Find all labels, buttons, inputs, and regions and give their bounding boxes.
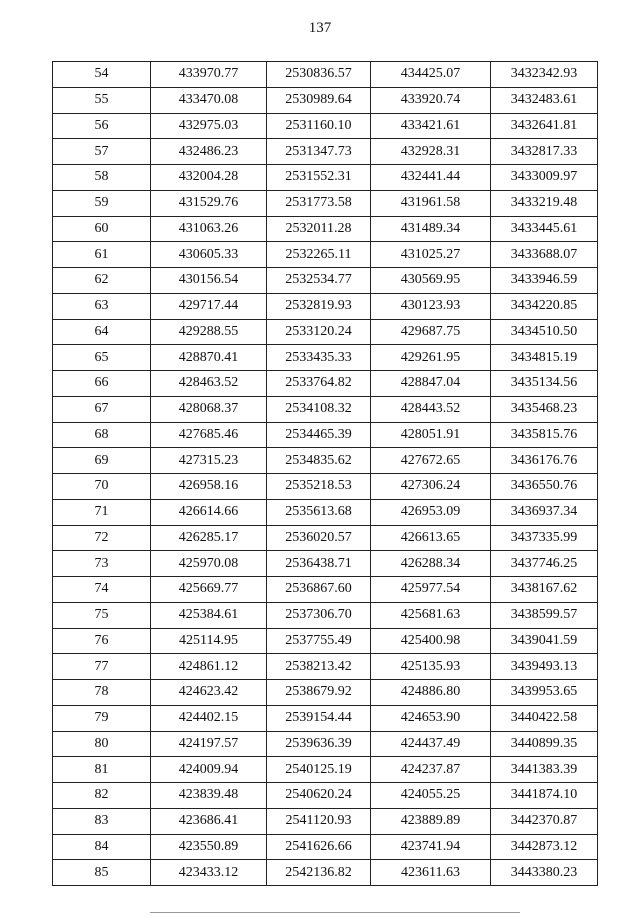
- point-number-cell: 84: [53, 834, 151, 860]
- y2-cell: 3434815.19: [491, 345, 598, 371]
- y1-cell: 2535218.53: [267, 474, 371, 500]
- y1-cell: 2542136.82: [267, 860, 371, 886]
- x1-cell: 425669.77: [151, 577, 267, 603]
- y1-cell: 2531552.31: [267, 165, 371, 191]
- x2-cell: 424437.49: [371, 731, 491, 757]
- x2-cell: 432441.44: [371, 165, 491, 191]
- x1-cell: 423686.41: [151, 808, 267, 834]
- y2-cell: 3436550.76: [491, 474, 598, 500]
- table-row: [53, 731, 598, 757]
- x2-cell: 429687.75: [371, 319, 491, 345]
- table-row: [53, 165, 598, 191]
- x1-cell: 433970.77: [151, 62, 267, 88]
- y2-cell: 3432342.93: [491, 62, 598, 88]
- y1-cell: 2536438.71: [267, 551, 371, 577]
- point-number-cell: 63: [53, 293, 151, 319]
- y2-cell: 3438599.57: [491, 602, 598, 628]
- x1-cell: 427315.23: [151, 448, 267, 474]
- table-row: [53, 345, 598, 371]
- y1-cell: 2532534.77: [267, 268, 371, 294]
- x1-cell: 432975.03: [151, 113, 267, 139]
- x1-cell: 423839.48: [151, 783, 267, 809]
- y2-cell: 3439493.13: [491, 654, 598, 680]
- y1-cell: 2540125.19: [267, 757, 371, 783]
- x1-cell: 432486.23: [151, 139, 267, 165]
- table-row: [53, 190, 598, 216]
- x2-cell: 428051.91: [371, 422, 491, 448]
- table-row: [53, 860, 598, 886]
- x2-cell: 426288.34: [371, 551, 491, 577]
- table-row: [53, 834, 598, 860]
- table-row: [53, 268, 598, 294]
- table-row: [53, 422, 598, 448]
- table-row: [53, 448, 598, 474]
- x2-cell: 424653.90: [371, 705, 491, 731]
- table-row: [53, 602, 598, 628]
- y1-cell: 2536867.60: [267, 577, 371, 603]
- y2-cell: 3439953.65: [491, 680, 598, 706]
- point-number-cell: 78: [53, 680, 151, 706]
- x2-cell: 427672.65: [371, 448, 491, 474]
- x2-cell: 432928.31: [371, 139, 491, 165]
- point-number-cell: 54: [53, 62, 151, 88]
- y1-cell: 2532819.93: [267, 293, 371, 319]
- table-row: [53, 319, 598, 345]
- x1-cell: 427685.46: [151, 422, 267, 448]
- x1-cell: 428463.52: [151, 371, 267, 397]
- x2-cell: 431489.34: [371, 216, 491, 242]
- y1-cell: 2531773.58: [267, 190, 371, 216]
- y1-cell: 2533435.33: [267, 345, 371, 371]
- x1-cell: 431063.26: [151, 216, 267, 242]
- y1-cell: 2537755.49: [267, 628, 371, 654]
- x1-cell: 423550.89: [151, 834, 267, 860]
- point-number-cell: 85: [53, 860, 151, 886]
- point-number-cell: 65: [53, 345, 151, 371]
- y2-cell: 3437746.25: [491, 551, 598, 577]
- y2-cell: 3432483.61: [491, 87, 598, 113]
- table-row: [53, 371, 598, 397]
- x2-cell: 426953.09: [371, 499, 491, 525]
- table-row: [53, 551, 598, 577]
- y2-cell: 3439041.59: [491, 628, 598, 654]
- y1-cell: 2541120.93: [267, 808, 371, 834]
- y2-cell: 3438167.62: [491, 577, 598, 603]
- x2-cell: 423741.94: [371, 834, 491, 860]
- y2-cell: 3437335.99: [491, 525, 598, 551]
- x1-cell: 429288.55: [151, 319, 267, 345]
- y1-cell: 2540620.24: [267, 783, 371, 809]
- table-row: [53, 705, 598, 731]
- x2-cell: 433920.74: [371, 87, 491, 113]
- y2-cell: 3443380.23: [491, 860, 598, 886]
- point-number-cell: 81: [53, 757, 151, 783]
- y2-cell: 3440422.58: [491, 705, 598, 731]
- table-row: [53, 293, 598, 319]
- y2-cell: 3442873.12: [491, 834, 598, 860]
- x1-cell: 426285.17: [151, 525, 267, 551]
- x2-cell: 424886.80: [371, 680, 491, 706]
- x1-cell: 424623.42: [151, 680, 267, 706]
- y2-cell: 3434220.85: [491, 293, 598, 319]
- y1-cell: 2530989.64: [267, 87, 371, 113]
- x1-cell: 433470.08: [151, 87, 267, 113]
- x2-cell: 428847.04: [371, 371, 491, 397]
- y2-cell: 3433445.61: [491, 216, 598, 242]
- y1-cell: 2534465.39: [267, 422, 371, 448]
- point-number-cell: 76: [53, 628, 151, 654]
- y2-cell: 3441874.10: [491, 783, 598, 809]
- y1-cell: 2536020.57: [267, 525, 371, 551]
- table-body: [53, 62, 598, 886]
- y1-cell: 2535613.68: [267, 499, 371, 525]
- table-row: [53, 808, 598, 834]
- x1-cell: 428870.41: [151, 345, 267, 371]
- x1-cell: 424009.94: [151, 757, 267, 783]
- y2-cell: 3433946.59: [491, 268, 598, 294]
- x1-cell: 425970.08: [151, 551, 267, 577]
- y2-cell: 3433219.48: [491, 190, 598, 216]
- x2-cell: 434425.07: [371, 62, 491, 88]
- x1-cell: 430605.33: [151, 242, 267, 268]
- x1-cell: 425384.61: [151, 602, 267, 628]
- x1-cell: 430156.54: [151, 268, 267, 294]
- table-row: [53, 113, 598, 139]
- x1-cell: 426958.16: [151, 474, 267, 500]
- y1-cell: 2538679.92: [267, 680, 371, 706]
- x2-cell: 433421.61: [371, 113, 491, 139]
- table-row: [53, 499, 598, 525]
- table-row: [53, 628, 598, 654]
- point-number-cell: 83: [53, 808, 151, 834]
- coordinate-table: [52, 61, 598, 886]
- y1-cell: 2531347.73: [267, 139, 371, 165]
- y2-cell: 3432817.33: [491, 139, 598, 165]
- y2-cell: 3435134.56: [491, 371, 598, 397]
- y1-cell: 2534108.32: [267, 396, 371, 422]
- y1-cell: 2541626.66: [267, 834, 371, 860]
- page-number: 137: [308, 20, 332, 36]
- point-number-cell: 56: [53, 113, 151, 139]
- x2-cell: 425400.98: [371, 628, 491, 654]
- x1-cell: 429717.44: [151, 293, 267, 319]
- y1-cell: 2537306.70: [267, 602, 371, 628]
- point-number-cell: 67: [53, 396, 151, 422]
- y2-cell: 3441383.39: [491, 757, 598, 783]
- x1-cell: 426614.66: [151, 499, 267, 525]
- x1-cell: 424197.57: [151, 731, 267, 757]
- y1-cell: 2530836.57: [267, 62, 371, 88]
- point-number-cell: 74: [53, 577, 151, 603]
- x1-cell: 423433.12: [151, 860, 267, 886]
- point-number-cell: 80: [53, 731, 151, 757]
- table-row: [53, 139, 598, 165]
- point-number-cell: 69: [53, 448, 151, 474]
- y1-cell: 2533764.82: [267, 371, 371, 397]
- x1-cell: 431529.76: [151, 190, 267, 216]
- y2-cell: 3433009.97: [491, 165, 598, 191]
- point-number-cell: 64: [53, 319, 151, 345]
- table-row: [53, 242, 598, 268]
- y2-cell: 3435468.23: [491, 396, 598, 422]
- point-number-cell: 58: [53, 165, 151, 191]
- point-number-cell: 77: [53, 654, 151, 680]
- point-number-cell: 73: [53, 551, 151, 577]
- table-row: [53, 216, 598, 242]
- table-row: [53, 577, 598, 603]
- y2-cell: 3433688.07: [491, 242, 598, 268]
- point-number-cell: 68: [53, 422, 151, 448]
- point-number-cell: 57: [53, 139, 151, 165]
- y1-cell: 2532265.11: [267, 242, 371, 268]
- x2-cell: 425681.63: [371, 602, 491, 628]
- point-number-cell: 70: [53, 474, 151, 500]
- x2-cell: 430123.93: [371, 293, 491, 319]
- y2-cell: 3435815.76: [491, 422, 598, 448]
- x1-cell: 432004.28: [151, 165, 267, 191]
- table-row: [53, 783, 598, 809]
- point-number-cell: 62: [53, 268, 151, 294]
- x2-cell: 423889.89: [371, 808, 491, 834]
- y1-cell: 2531160.10: [267, 113, 371, 139]
- y1-cell: 2532011.28: [267, 216, 371, 242]
- point-number-cell: 55: [53, 87, 151, 113]
- table-row: [53, 525, 598, 551]
- point-number-cell: 66: [53, 371, 151, 397]
- y2-cell: 3434510.50: [491, 319, 598, 345]
- x2-cell: 429261.95: [371, 345, 491, 371]
- point-number-cell: 72: [53, 525, 151, 551]
- table-row: [53, 680, 598, 706]
- point-number-cell: 71: [53, 499, 151, 525]
- y1-cell: 2539154.44: [267, 705, 371, 731]
- x1-cell: 425114.95: [151, 628, 267, 654]
- x2-cell: 431961.58: [371, 190, 491, 216]
- y1-cell: 2539636.39: [267, 731, 371, 757]
- table-row: [53, 654, 598, 680]
- x2-cell: 431025.27: [371, 242, 491, 268]
- x1-cell: 424402.15: [151, 705, 267, 731]
- x2-cell: 423611.63: [371, 860, 491, 886]
- point-number-cell: 59: [53, 190, 151, 216]
- table-row: [53, 396, 598, 422]
- x2-cell: 430569.95: [371, 268, 491, 294]
- point-number-cell: 61: [53, 242, 151, 268]
- point-number-cell: 82: [53, 783, 151, 809]
- x2-cell: 425135.93: [371, 654, 491, 680]
- y1-cell: 2534835.62: [267, 448, 371, 474]
- y1-cell: 2538213.42: [267, 654, 371, 680]
- x2-cell: 424055.25: [371, 783, 491, 809]
- page-bottom-rule: [150, 912, 520, 913]
- x2-cell: 425977.54: [371, 577, 491, 603]
- table-row: [53, 87, 598, 113]
- y2-cell: 3432641.81: [491, 113, 598, 139]
- y2-cell: 3442370.87: [491, 808, 598, 834]
- table-row: [53, 757, 598, 783]
- point-number-cell: 79: [53, 705, 151, 731]
- x1-cell: 424861.12: [151, 654, 267, 680]
- coordinate-table-container: [52, 61, 597, 886]
- table-row: [53, 474, 598, 500]
- y2-cell: 3440899.35: [491, 731, 598, 757]
- y2-cell: 3436176.76: [491, 448, 598, 474]
- y1-cell: 2533120.24: [267, 319, 371, 345]
- table-row: [53, 62, 598, 88]
- x2-cell: 428443.52: [371, 396, 491, 422]
- x1-cell: 428068.37: [151, 396, 267, 422]
- x2-cell: 426613.65: [371, 525, 491, 551]
- point-number-cell: 60: [53, 216, 151, 242]
- y2-cell: 3436937.34: [491, 499, 598, 525]
- x2-cell: 427306.24: [371, 474, 491, 500]
- point-number-cell: 75: [53, 602, 151, 628]
- x2-cell: 424237.87: [371, 757, 491, 783]
